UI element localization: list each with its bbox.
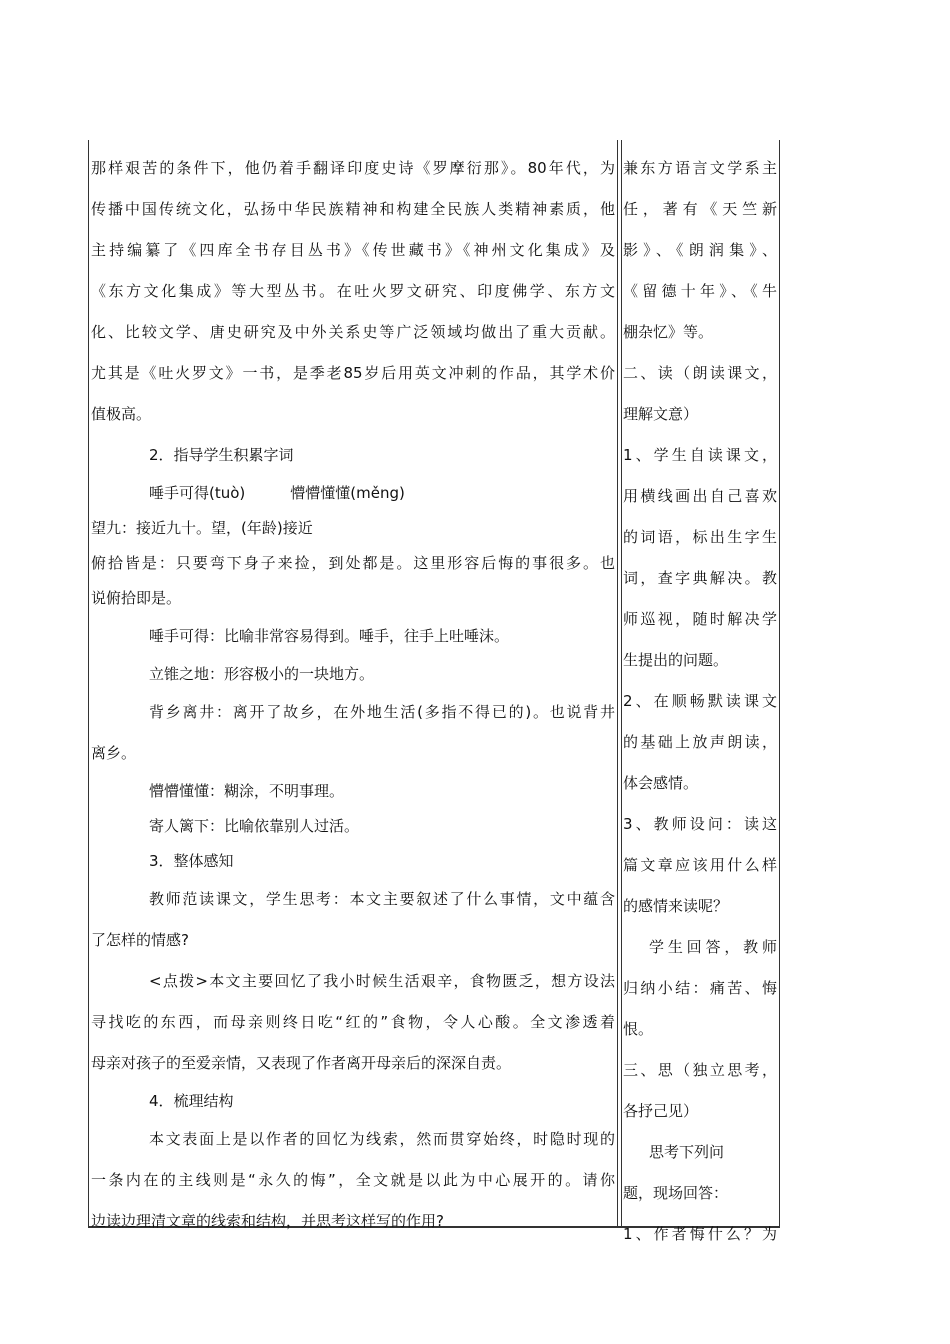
activity-line: 二、读（朗读课文， [623,364,777,382]
activity-line: 兼东方语言文学系主 [623,159,777,177]
activity-line: 各抒己见） [623,1102,699,1120]
activity-line: 任，著有《天竺新 [623,200,777,218]
activity-line: 的基础上放声朗读， [623,733,777,751]
activity-line: 理解文意） [623,405,699,423]
content-line: 唾手可得(tuò) 懵懵懂懂(měng) [149,484,405,502]
column-divider [617,140,618,1226]
activity-line: 词，查字典解决。教 [623,569,777,587]
content-line: <点拨>本文主要回忆了我小时候生活艰辛，食物匮乏，想方设法 [149,972,615,990]
lesson-plan-table [88,140,780,1243]
content-line: 边读边理清文章的线索和结构，并思考这样写的作用? [91,1212,444,1230]
activity-line: 师巡视，随时解决学 [623,610,777,628]
content-line: 主持编纂了《四库全书存目丛书》《传世藏书》《神州文化集成》及 [91,241,615,259]
content-line: 立锥之地：形容极小的一块地方。 [149,665,375,683]
content-line: 一条内在的主线则是“永久的悔”，全文就是以此为中心展开的。请你 [91,1171,615,1189]
column-divider-inner [621,140,622,1226]
activity-line: 三、思（独立思考， [623,1061,777,1079]
activity-line: 2、在顺畅默读课文 [623,692,777,710]
activity-line: 3、教师设问：读这 [623,815,777,833]
content-line: 唾手可得：比喻非常容易得到。唾手，往手上吐唾沫。 [149,627,510,645]
activity-line: 棚杂忆》等。 [623,323,714,341]
content-line: 了怎样的情感? [91,931,189,949]
content-line: 寄人篱下：比喻依靠别人过活。 [149,817,360,835]
activity-line: 体会感情。 [623,774,699,792]
activity-line: 的词语，标出生字生 [623,528,777,546]
content-line: 望九：接近九十。望，(年龄)接近 [91,519,313,537]
content-line: 2．指导学生积累字词 [149,446,294,464]
content-line: 寻找吃的东西，而母亲则终日吃“红的”食物，令人心酸。全文渗透着 [91,1013,615,1031]
activity-line: 用横线画出自己喜欢 [623,487,777,505]
content-line: 4．梳理结构 [149,1092,234,1110]
teaching-content-column [91,148,615,1242]
content-line: 本文表面上是以作者的回忆为线索，然而贯穿始终，时隐时现的 [149,1130,615,1148]
content-line: 值极高。 [91,405,152,423]
content-line: 母亲对孩子的至爱亲情，又表现了作者离开母亲后的深深自责。 [91,1054,512,1072]
content-line: 离乡。 [91,744,137,762]
content-line: 背乡离井：离开了故乡，在外地生活(多指不得已的)。也说背井 [149,703,615,721]
activity-line: 生提出的问题。 [623,651,729,669]
content-line: 教师范读课文，学生思考：本文主要叙述了什么事情，文中蕴含 [149,890,615,908]
activity-line: 篇文章应该用什么样 [623,856,777,874]
content-line: 《东方文化集成》等大型丛书。在吐火罗文研究、印度佛学、东方文 [91,282,615,300]
activity-line: 题，现场回答： [623,1184,729,1202]
content-line: 那样艰苦的条件下，他仍着手翻译印度史诗《罗摩衍那》。80年代，为 [91,159,615,177]
content-line: 俯拾皆是：只要弯下身子来捡，到处都是。这里形容后悔的事很多。也 [91,554,615,572]
content-line: 传播中国传统文化，弘扬中华民族精神和构建全民族人类精神素质，他 [91,200,615,218]
activity-line: 影》、《朗润集》、 [623,241,777,259]
content-line: 化、比较文学、唐史研究及中外关系史等广泛领域均做出了重大贡献。 [91,323,615,341]
content-line: 懵懵懂懂：糊涂，不明事理。 [149,782,345,800]
activity-line: 《留德十年》、《牛 [623,282,777,300]
content-line: 尤其是《吐火罗文》一书，是季老85岁后用英文冲刺的作品，其学术价 [91,364,615,382]
content-line: 3．整体感知 [149,852,234,870]
activity-line: 1、学生自读课文， [623,446,777,464]
activity-line: 归纳小结：痛苦、悔 [623,979,777,997]
activity-line: 1、作者悔什么？为 [623,1225,777,1243]
teaching-activity-column [623,148,777,1255]
content-line: 说俯拾即是。 [91,589,182,607]
activity-line: 思考下列问 [649,1143,725,1161]
activity-line: 学生回答，教师 [649,938,777,956]
activity-line: 恨。 [623,1020,654,1038]
activity-line: 的感情来读呢？ [623,897,729,915]
